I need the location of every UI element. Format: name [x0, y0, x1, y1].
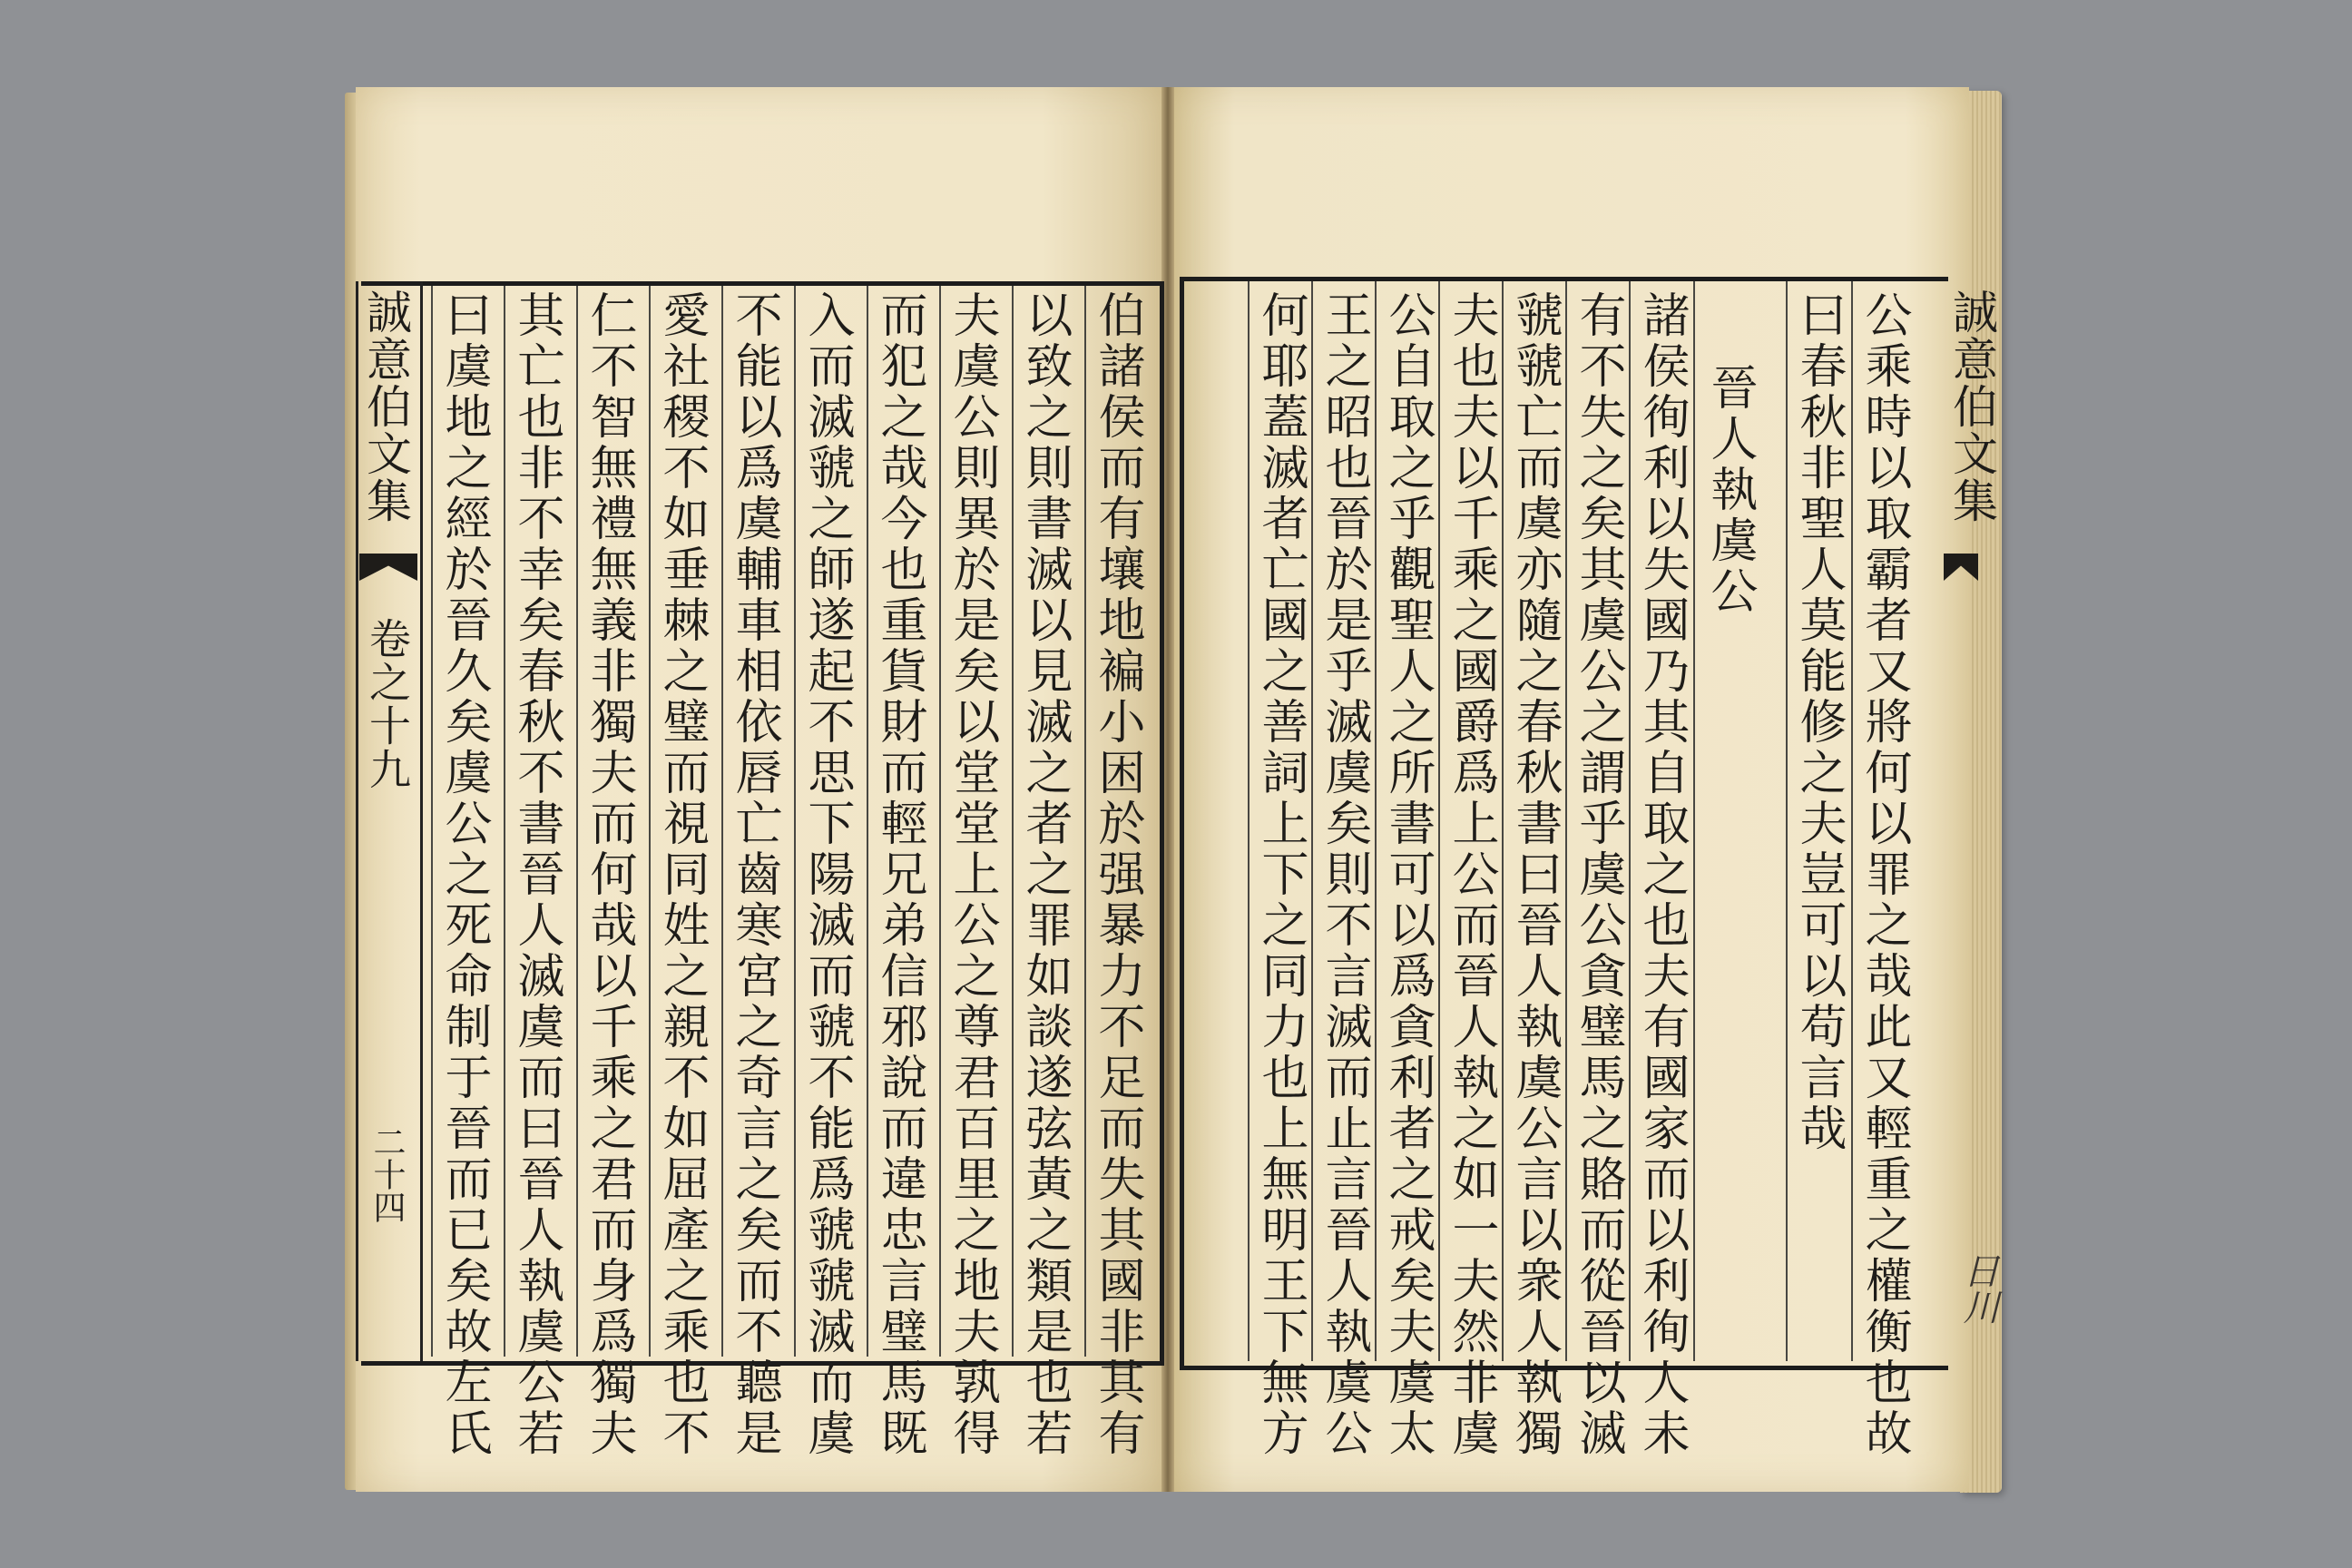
column-rule [1375, 281, 1377, 1361]
right-column-9: 王之昭也晉於是乎滅虞矣則不言滅而止言晉人執虞公 [1317, 290, 1371, 1459]
right-column-4: 諸侯徇利以失國乃其自取之也夫有國家而以利徇人未 [1634, 290, 1689, 1459]
handwritten-mark: 日川 [1957, 1252, 1999, 1325]
left-column-7: 愛社稷不如垂棘之璧而視同姓之親不如屈產之乘也不 [654, 290, 709, 1459]
column-rule [1786, 281, 1788, 1361]
right-column-10: 何耶蓋滅者亡國之善詞上下之同力也上無明王下無方 [1253, 290, 1308, 1459]
left-column-5: 入而滅虢之師遂起不思下陽滅而虢不能爲虢虢滅而虞 [799, 290, 854, 1459]
left-column-2: 以致之則書滅以見滅之者之罪如談遂弦黃之類是也若 [1017, 290, 1072, 1459]
column-rule [1248, 281, 1250, 1361]
section-heading: 晉人執虞公 [1702, 363, 1757, 617]
column-rule [939, 286, 941, 1357]
column-rule [1851, 281, 1853, 1361]
column-rule [576, 286, 578, 1357]
right-column-5: 有不失之矣其虞公之謂乎虞公貪璧馬之賂而從晉以滅 [1571, 290, 1625, 1459]
column-rule [1438, 281, 1440, 1361]
column-rule [1629, 281, 1631, 1361]
column-rule [1084, 286, 1086, 1357]
left-column-4: 而犯之哉今也重貨財而輕兄弟信邪說而違忠言璧馬既 [872, 290, 926, 1459]
column-rule [1565, 281, 1567, 1361]
right-column-1: 公乘時以取霸者又將何以罪之哉此又輕重之權衡也故 [1857, 290, 1911, 1459]
left-column-6: 不能以爲虞輔車相依唇亡齒寒宮之奇言之矣而不聽是 [727, 290, 781, 1459]
right-column-8: 公自取之乎觀聖人之所書可以爲貪利者之戒矣夫虞太 [1380, 290, 1435, 1459]
column-rule [1311, 281, 1313, 1361]
column-rule [431, 286, 433, 1357]
right-column-2: 曰春秋非聖人莫能修之夫豈可以苟言哉 [1791, 290, 1846, 1154]
right-margin-title: 誠意伯文集 [1945, 289, 1998, 524]
column-rule [721, 286, 723, 1357]
left-column-8: 仁不智無禮無義非獨夫而何哉以千乘之君而身爲獨夫 [582, 290, 636, 1459]
column-rule [1012, 286, 1014, 1357]
left-column-10: 曰虞地之經於晉久矣虞公之死命制于晉而已矣故左氏 [436, 290, 491, 1459]
column-rule [867, 286, 868, 1357]
left-margin-title: 誠意伯文集 [359, 289, 412, 524]
column-rule [649, 286, 651, 1357]
left-column-1: 伯諸侯而有壤地褊小困於强暴力不足而失其國非其有 [1090, 290, 1144, 1459]
column-rule [1693, 281, 1695, 1361]
column-rule [794, 286, 796, 1357]
left-column-3: 夫虞公則異於是矣以堂堂上公之尊君百里之地夫孰得 [945, 290, 999, 1459]
column-rule [504, 286, 505, 1357]
right-column-6: 虢虢亡而虞亦隨之春秋書曰晉人執虞公言以衆人執獨 [1507, 290, 1562, 1459]
page-number: 二十四 [368, 1125, 406, 1223]
juan-label: 卷之十九 [363, 617, 412, 791]
column-rule [1502, 281, 1504, 1361]
right-column-7: 夫也夫以千乘之國爵爲上公而晉人執之如一夫然非虞 [1444, 290, 1498, 1459]
left-column-9: 其亡也非不幸矣春秋不書晉人滅虞而曰晉人執虞公若 [509, 290, 564, 1459]
